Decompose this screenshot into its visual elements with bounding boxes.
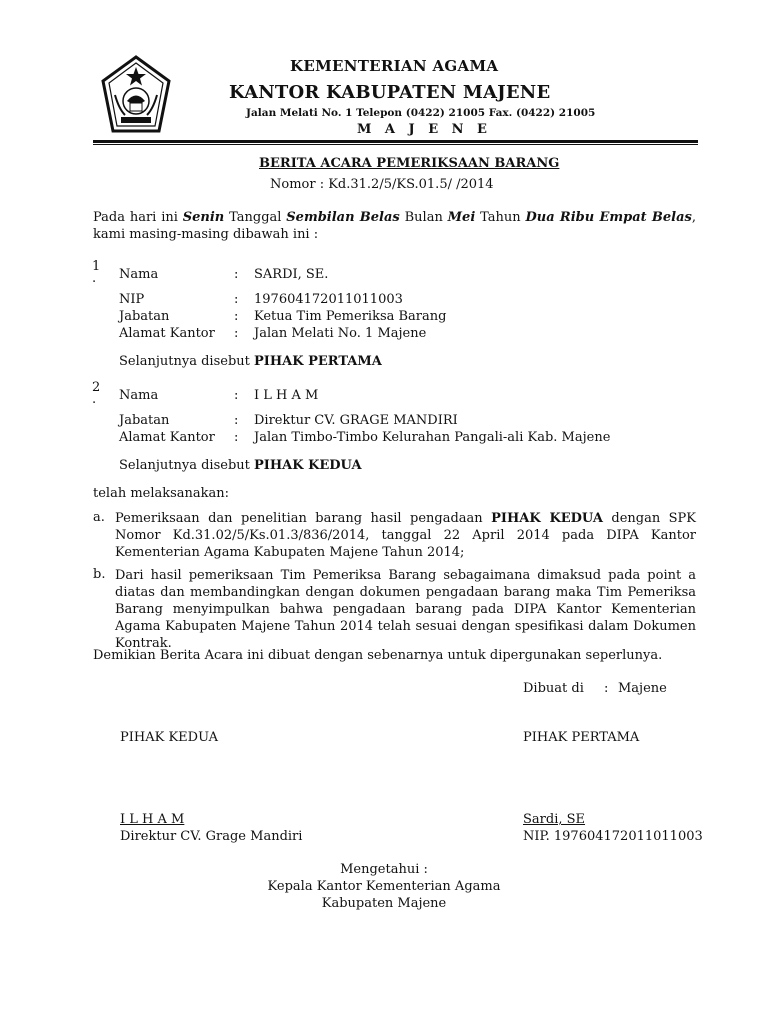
place-value: Majene [618,681,667,696]
party1-number: 1 . [92,259,101,286]
intro-month: Mei [447,210,476,225]
intro-date: Sembilan Belas [286,210,400,225]
header-rule-thin [93,144,698,145]
office-city: M A J E N E [357,122,492,137]
acknowledged-region: Kabupaten Majene [321,896,447,911]
ministry-name: KEMENTERIAN AGAMA [290,57,499,75]
party1-label: Alamat Kantor [119,326,215,341]
header-rule-thick [93,140,698,143]
ministry-emblem-icon [97,55,175,135]
item-b-text: Dari hasil pemeriksaan Tim Pemeriksa Barang sebagaimana dimaksud pada point a diatas dan membandingkan dengan dokumen pengadaan barang maka Tim Pemeriksa Barang menyimpulkan bahwa pengadaan barang pada DIPA Kantor Kementerian Agama Kabupaten Majene Tahun 2014 telah sesuai dengan spesifikasi dalam Dokumen Kontrak. [115,568,696,651]
party1-nip: 197604172011011003 [254,292,403,307]
party1-colon: : [234,267,239,282]
signature-right-name: Sardi, SE [523,812,586,827]
party2-colon: : [234,413,239,428]
signature-left-title: Direktur CV. Grage Mandiri [120,829,303,844]
intro-day: Senin [182,210,225,225]
signature-right-role: PIHAK PERTAMA [523,730,640,745]
acknowledged-label: Mengetahui : [340,862,428,877]
party2-label: Jabatan [119,413,170,428]
party1-label: Jabatan [119,309,170,324]
item-a-marker: a. [93,510,105,525]
party2-label: Nama [119,388,159,403]
office-address: Jalan Melati No. 1 Telepon (0422) 21005 Fax. (0422) 21005 [246,107,596,119]
intro-year: Dua Ribu Empat Belas [525,210,692,225]
party2-number: 2 . [92,380,101,407]
party1-name: SARDI, SE. [254,267,329,282]
intro-paragraph: Pada hari ini Senin Tanggal Sembilan Belas Bulan Mei Tahun Dua Ribu Empat Belas, kami masing-masing dibawah ini : [93,210,696,242]
closing-text: Demikian Berita Acara ini dibuat dengan sebenarnya untuk dipergunakan seperlunya. [93,648,663,663]
acknowledged-role: Kepala Kantor Kementerian Agama [267,879,501,894]
party2-label: Alamat Kantor [119,430,215,445]
party2-designation: Selanjutnya disebut PIHAK KEDUA [119,458,362,473]
party1-colon: : [234,326,239,341]
document-title: BERITA ACARA PEMERIKSAAN BARANG [259,156,560,171]
place-colon: : [604,681,609,696]
party2-colon: : [234,430,239,445]
item-b-marker: b. [93,567,106,582]
party2-position: Direktur CV. GRAGE MANDIRI [254,413,458,428]
signature-left-role: PIHAK KEDUA [120,730,219,745]
party1-label: NIP [119,292,145,307]
party2-name: I L H A M [254,388,319,403]
party1-address: Jalan Melati No. 1 Majene [254,326,427,341]
item-a-text: Pemeriksaan dan penelitian barang hasil pengadaan PIHAK KEDUA dengan SPK Nomor Kd.31.02/5/Ks.01.3/836/2014, tanggal 22 April 2014 pada DIPA Kantor Kementerian Agama Kabupaten Majene Tahun 2014; [115,511,697,560]
party1-position: Ketua Tim Pemeriksa Barang [254,309,447,324]
document-number: Nomor : Kd.31.2/5/KS.01.5/ /2014 [270,177,494,192]
party2-colon: : [234,388,239,403]
party1-colon: : [234,309,239,324]
signature-right-title: NIP. 197604172011011003 [523,829,703,844]
party1-label: Nama [119,267,159,282]
signature-left-name: I L H A M [120,812,185,827]
acknowledgement-block [0,861,768,912]
performed-text: telah melaksanakan: [93,486,230,501]
office-name: KANTOR KABUPATEN MAJENE [229,82,551,103]
party1-designation: Selanjutnya disebut PIHAK PERTAMA [119,354,382,369]
party1-colon: : [234,292,239,307]
party2-address: Jalan Timbo-Timbo Kelurahan Pangali-ali Kab. Majene [254,430,611,445]
place-label: Dibuat di [523,681,584,696]
